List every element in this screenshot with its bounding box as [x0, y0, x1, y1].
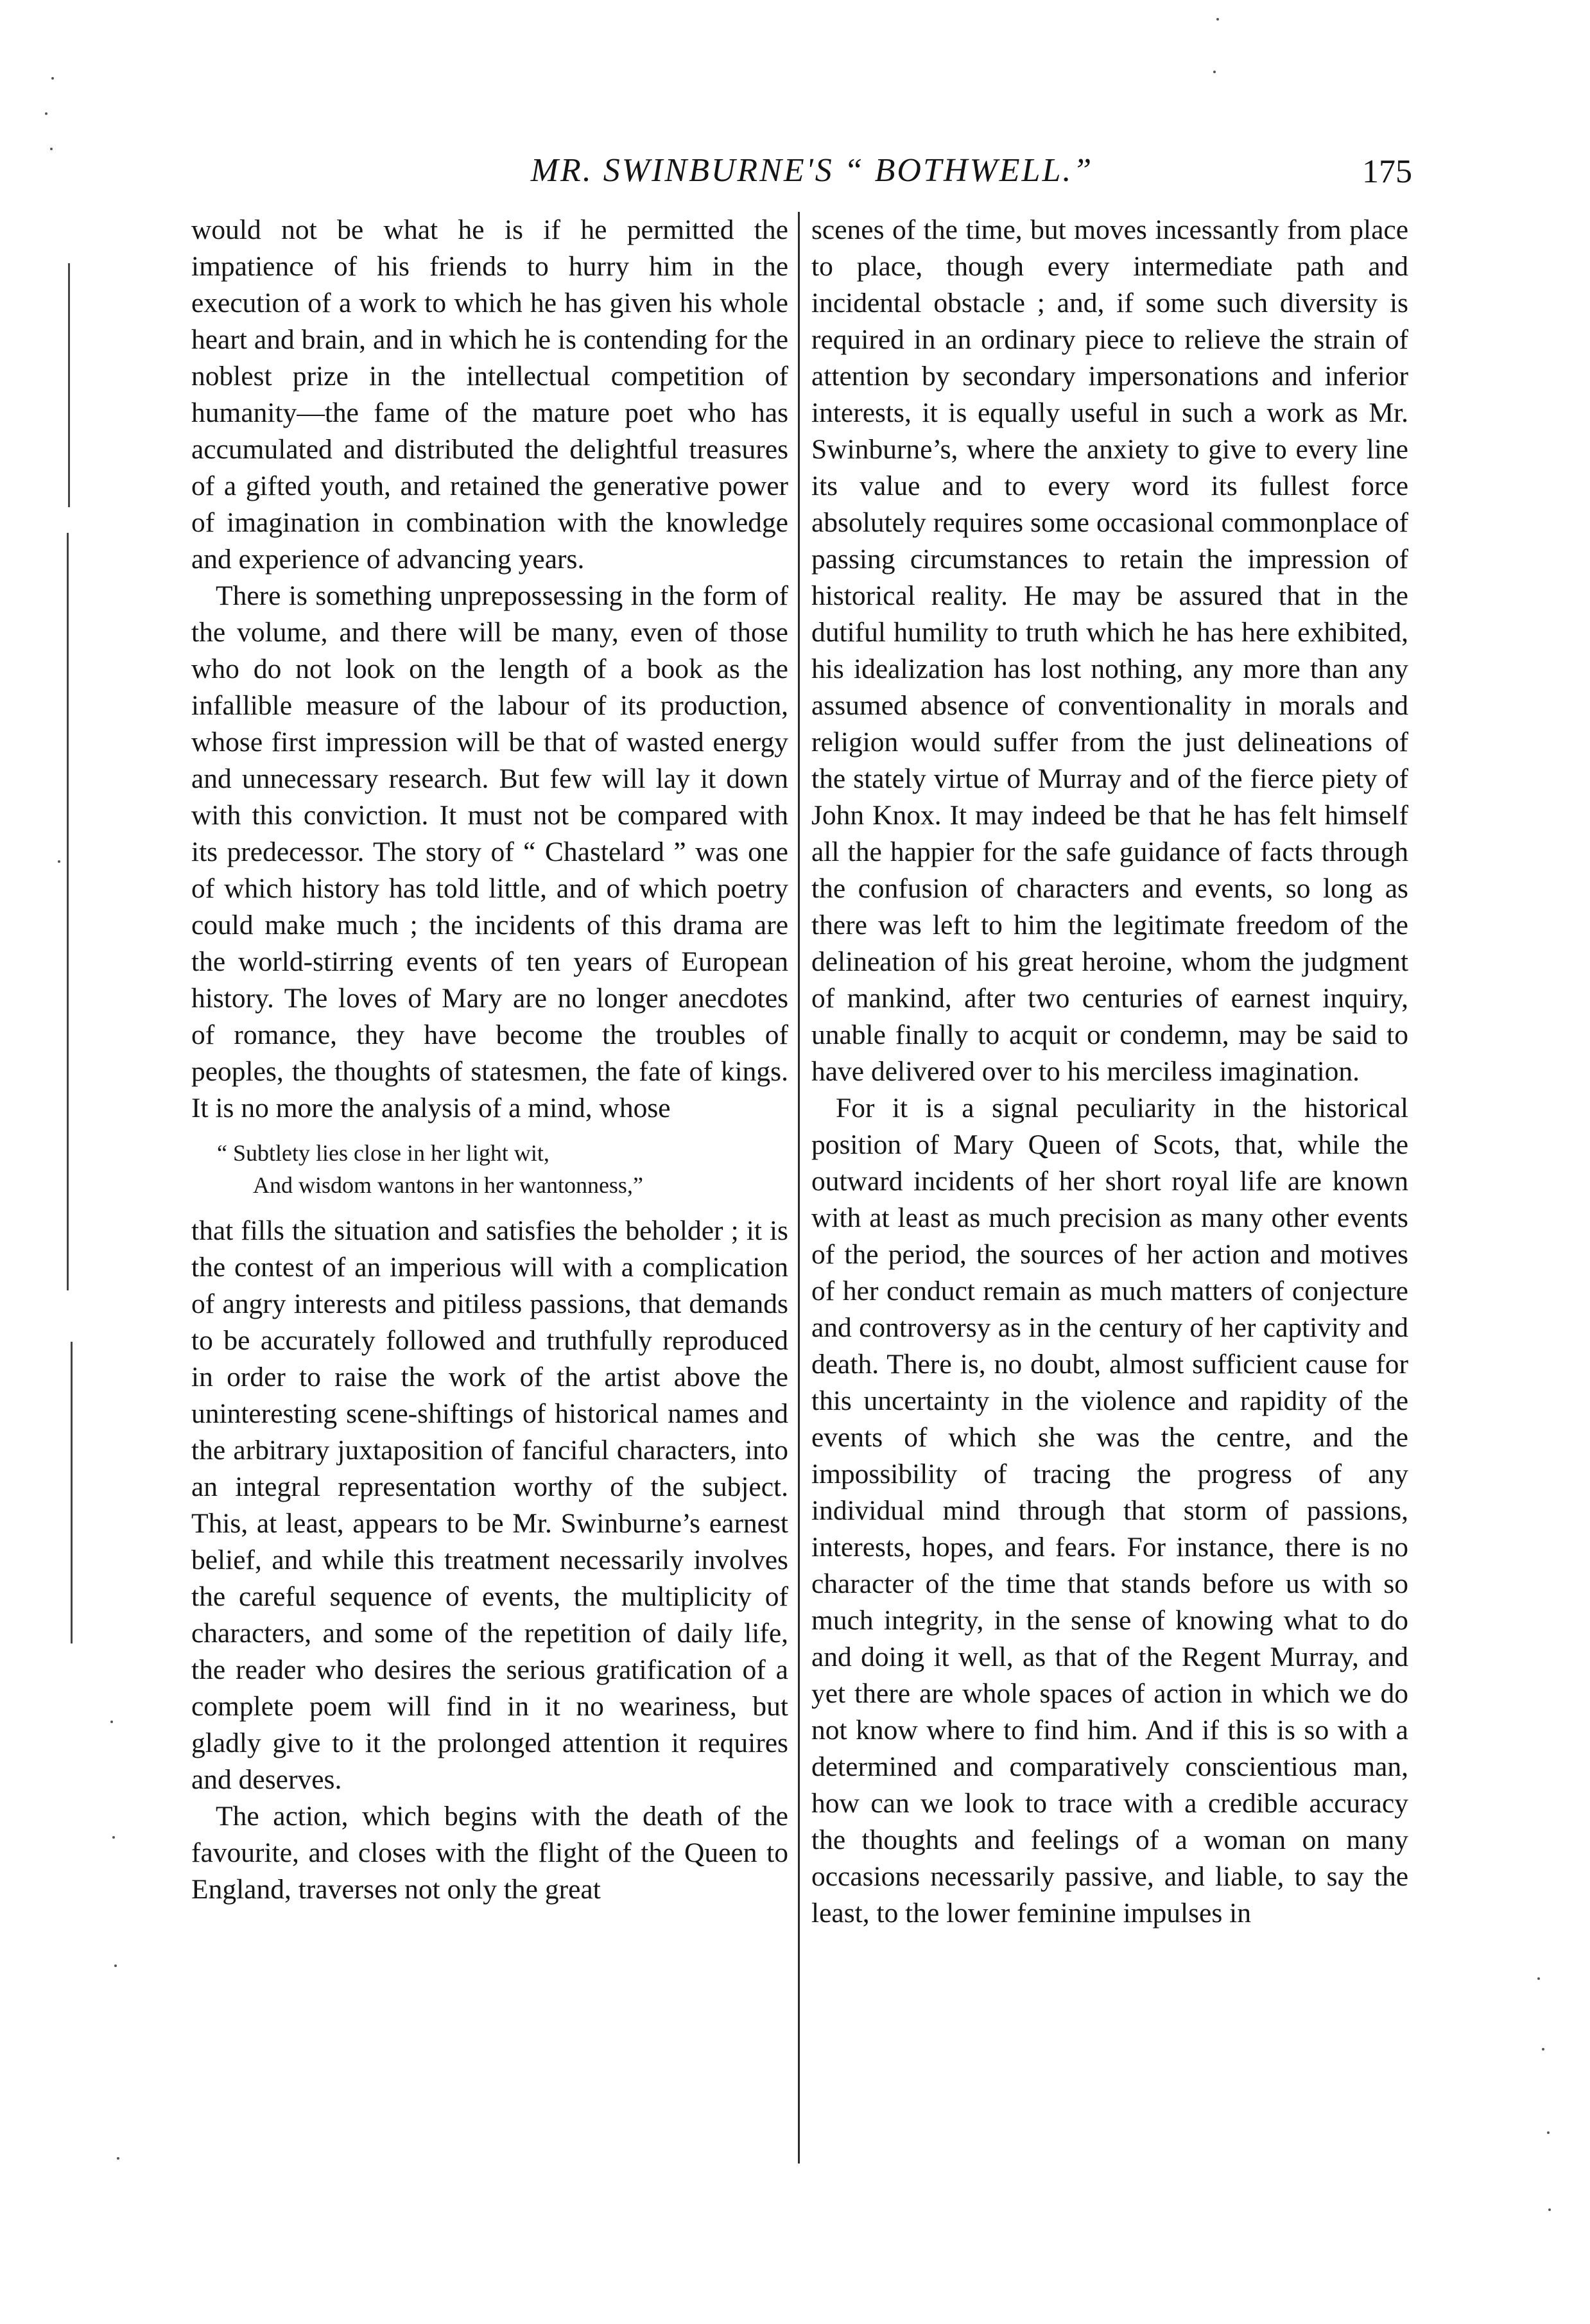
paragraph: The action, which begins with the death of the favourite, and closes with the flight of the Queen to England, traverses not only the great: [191, 1801, 788, 1905]
paragraph: There is something unprepossessing in the form of the volume, and there will be many, even of those who do not look on the length of a book as the infallible measure of the labour of its production, whose first impression will be that of wasted energy and unnecessary research. But few will lay it down with this conviction. It must not be compared with its predecessor. The story of “ Chastelard ” was one of which history has told little, and of which poetry could make much ; the incidents of this drama are the world-stirring events of ten years of European history. The loves of Mary are no longer anecdotes of romance, they have become the troubles of peoples, the thoughts of statesmen, the fate of kings. It is no more the analysis of a mind, whose: [191, 580, 788, 1123]
margin-speck: [1537, 1977, 1540, 1980]
margin-speck: [1542, 2048, 1544, 2051]
verse-quote: [191, 1137, 788, 1201]
margin-speck: [51, 77, 54, 80]
quote-line: And wisdom wantons in her wantonness,”: [253, 1172, 643, 1198]
margin-speck: [50, 148, 53, 150]
running-title: MR. SWINBURNE'S “ BOTHWELL.”: [530, 152, 1094, 189]
right-column: [811, 212, 1408, 1932]
quote-line: “ Subtlety lies close in her light wit,: [217, 1140, 549, 1166]
margin-speck: [117, 2157, 119, 2160]
paragraph: For it is a signal peculiarity in the historical position of Mary Queen of Scots, that, while the outward incidents of her short royal life are known with at least as much precision as many other events of the period, the sources of her action and motives of her conduct remain as much matters of conjecture and controversy as in the century of her captivity and death. There is, no doubt, almost sufficient cause for this uncertainty in the violence and rapidity of the events of which she was the centre, and the impossibility of tracing the progress of any individual mind through that storm of passions, interests, hopes, and fears. For instance, there is no character of the time that stands before us with so much integrity, in the sense of knowing what to do and doing it well, as that of the Regent Murray, and yet there are whole spaces of action in which we do not know where to find him. And if this is so with a determined and comparatively conscientious man, how can we look to trace with a credible accuracy the thoughts and feelings of a woman on many occasions necessarily passive, and liable, to say the least, to the lower feminine impulses in: [811, 1093, 1408, 1929]
margin-speck: [112, 1836, 115, 1839]
margin-speck: [1213, 71, 1216, 73]
margin-speck: [45, 112, 48, 115]
margin-speck: [110, 1721, 113, 1723]
column-divider: [798, 212, 800, 2164]
paragraph: would not be what he is if he permitted the impatience of his friends to hurry him in the execution of a work to which he has given his whole heart and brain, and in which he is contending for the noblest prize in the intellectual competition of humanity—the fame of the mature poet who has accumulated and distributed the delightful treasures of a gifted youth, and retained the generative power of imagination in combination with the knowledge and experience of advancing years.: [191, 214, 788, 575]
paragraph: scenes of the time, but moves incessantly from place to place, though every intermediate path and incidental obstacle ; and, if some such diversity is required in an ordinary piece to relieve the strain of attention by secondary impersonations and inferior interests, it is equally useful in such a work as Mr. Swinburne’s, where the anxiety to give to every line its value and to every word its fullest force absolutely requires some occasional commonplace of passing circumstances to retain the impression of historical reality. He may be assured that in the dutiful humility to truth which he has here exhibited, his idealization has lost nothing, any more than any assumed absence of conventionality in morals and religion would suffer from the just delineations of the stately virtue of Murray and of the fierce piety of John Knox. It may indeed be that he has felt himself all the happier for the safe guidance of facts through the confusion of characters and events, so long as there was left to him the legitimate freedom of the delineation of his great heroine, whom the judgment of mankind, after two centuries of earnest inquiry, unable finally to acquit or condemn, may be said to have delivered over to his merciless imagination.: [811, 214, 1408, 1087]
margin-speck: [1548, 2208, 1551, 2211]
margin-speck: [114, 1964, 117, 1967]
margin-speck: [1216, 18, 1219, 21]
margin-speck: [58, 860, 60, 863]
page-number: 175: [1362, 153, 1412, 190]
left-column: [191, 212, 788, 1908]
paragraph: that fills the situation and satisfies the beholder ; it is the contest of an imperious will with a complication of angry interests and pitiless passions, that demands to be accurately followed and truthfully reproduced in order to raise the work of the artist above the uninteresting scene-shiftings of historical names and the arbitrary juxtaposition of fanciful characters, into an integral representation worthy of the subject. This, at least, appears to be Mr. Swinburne’s earnest belief, and while this treatment necessarily involves the careful sequence of events, the multiplicity of characters, and some of the repetition of daily life, the reader who desires the serious gratification of a complete poem will find in it no weariness, but gladly give to it the prolonged attention it requires and deserves.: [191, 1215, 788, 1795]
margin-scan-mark: [68, 263, 70, 507]
margin-speck: [1547, 2131, 1550, 2134]
margin-scan-mark: [67, 533, 69, 1290]
page-header: [193, 146, 1431, 198]
margin-scan-mark: [71, 1342, 73, 1643]
